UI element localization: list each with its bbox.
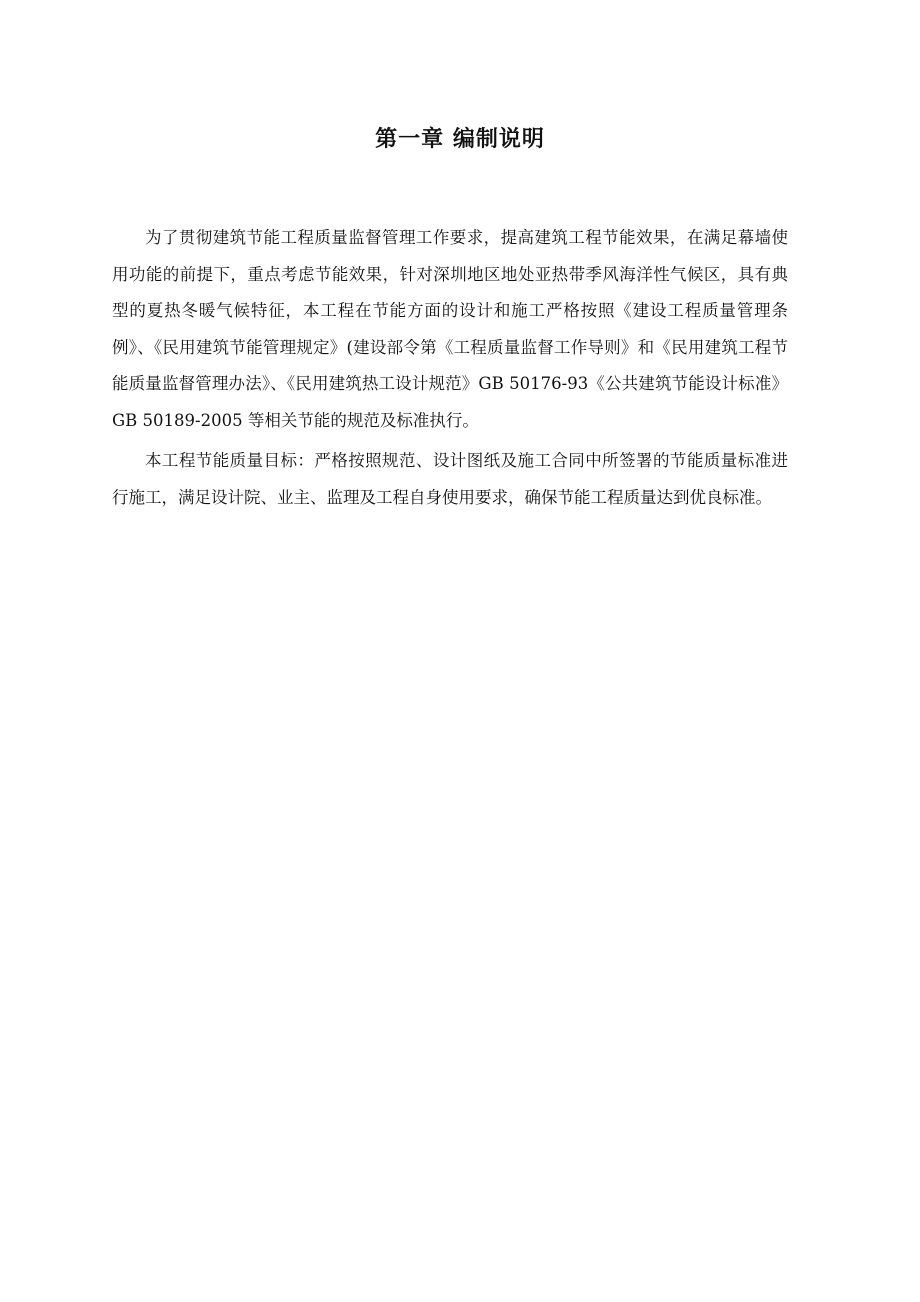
body-text <box>112 220 788 520</box>
paragraph-quality-goal: 本工程节能质量目标：严格按照规范、设计图纸及施工合同中所签署的节能质量标准进行施工，满足设计院、业主、监理及工程自身使用要求，确保节能工程质量达到优良标准。 <box>112 451 788 507</box>
paragraph-intro: 为了贯彻建筑节能工程质量监督管理工作要求，提高建筑工程节能效果，在满足幕墙使用功能的前提下，重点考虑节能效果，针对深圳地区地处亚热带季风海洋性气候区，具有典型的夏热冬暖气候特征，本工程在节能方面的设计和施工严格按照《建设工程质量管理条例》、《民用建筑节能管理规定》(建设部令第《工程质量监督工作导则》和《民用建筑工程节能质量监督管理办法》、《民用建筑热工设计规范》GB 50176-93《公共建筑节能设计标准》GB 50189-2005 等相关节能的规范及标准执行。 <box>112 228 788 430</box>
chapter-title: 第一章 编制说明 <box>375 127 545 152</box>
